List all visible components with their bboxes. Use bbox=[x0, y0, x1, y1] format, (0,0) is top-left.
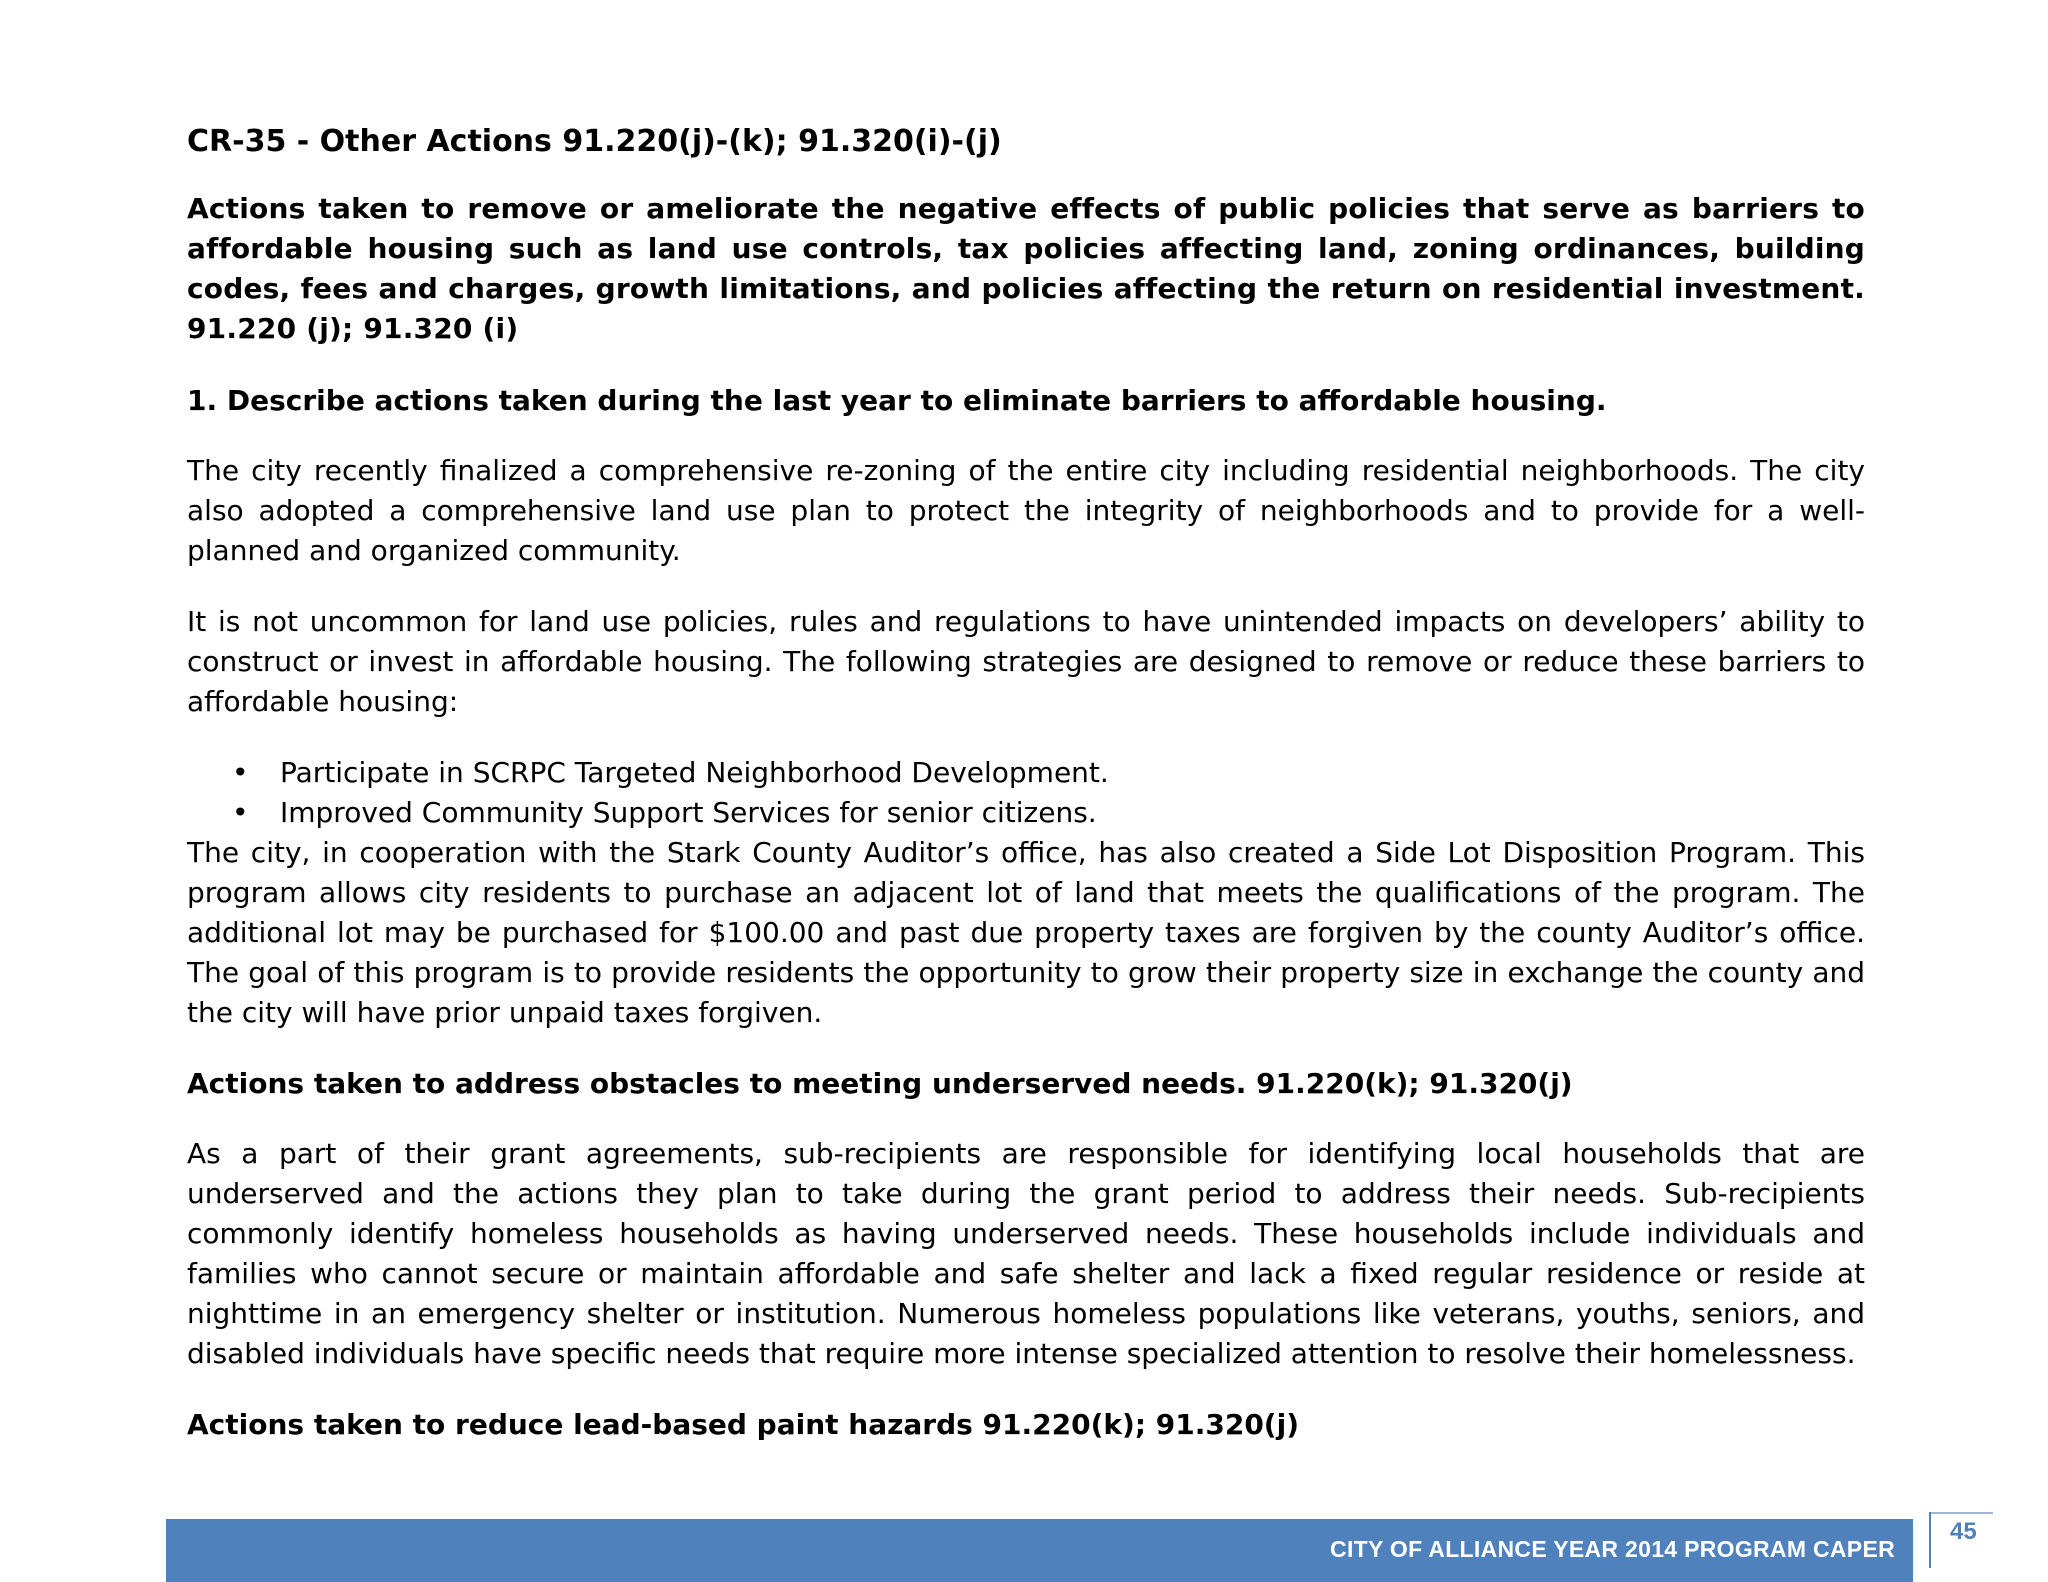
list-item-text: Improved Community Support Services for senior citizens. bbox=[280, 796, 1097, 829]
page-number-divider bbox=[1929, 1512, 1931, 1568]
section-title: CR-35 - Other Actions 91.220(j)-(k); 91.320(i)-(j) bbox=[187, 124, 1002, 159]
document-body bbox=[187, 120, 1865, 1475]
footer-bar bbox=[166, 1519, 1913, 1582]
barriers-paragraph-2: It is not uncommon for land use policies, rules and regulations to have unintended impacts on developers’ ability to construct or invest in affordable housing. The following strategies are designed to remove or reduce these barriers to affordable housing: bbox=[187, 605, 1865, 718]
page-number: 45 bbox=[1950, 1518, 1977, 1545]
lead-paint-heading: Actions taken to reduce lead-based paint hazards 91.220(k); 91.320(j) bbox=[187, 1408, 1300, 1441]
page-number-rule bbox=[1929, 1512, 1993, 1514]
list-item bbox=[232, 793, 1865, 833]
bullet-icon: • bbox=[232, 796, 249, 829]
barriers-question: 1. Describe actions taken during the last year to eliminate barriers to affordable housing. bbox=[187, 384, 1607, 417]
barriers-heading: Actions taken to remove or ameliorate the negative effects of public policies that serve as barriers to affordable housing such as land use controls, tax policies affecting land, zoning ordinances, building codes, fees and charges, growth limitations, and policies affecting the return on residential investment. 91.220 (j); 91.320 (i) bbox=[187, 192, 1865, 345]
underserved-heading: Actions taken to address obstacles to meeting underserved needs. 91.220(k); 91.320(j) bbox=[187, 1067, 1573, 1100]
list-item-text: Participate in SCRPC Targeted Neighborhood Development. bbox=[280, 756, 1109, 789]
barriers-paragraph-1: The city recently finalized a comprehensive re-zoning of the entire city including residential neighborhoods. The city also adopted a comprehensive land use plan to protect the integrity of neighborhoods and to provide for a well-planned and organized community. bbox=[187, 454, 1865, 567]
strategy-list bbox=[187, 753, 1865, 833]
footer-title: CITY OF ALLIANCE YEAR 2014 PROGRAM CAPER bbox=[1330, 1536, 1895, 1562]
list-item bbox=[232, 753, 1865, 793]
underserved-paragraph: As a part of their grant agreements, sub-recipients are responsible for identifying local households that are underserved and the actions they plan to take during the grant period to address their needs. Sub-recipients commonly identify homeless households as having underserved needs. These households include individuals and families who cannot secure or maintain affordable and safe shelter and lack a fixed regular residence or reside at nighttime in an emergency shelter or institution. Numerous homeless populations like veterans, youths, seniors, and disabled individuals have specific needs that require more intense specialized attention to resolve their homelessness. bbox=[187, 1137, 1865, 1370]
bullet-icon: • bbox=[232, 756, 249, 789]
barriers-paragraph-3: The city, in cooperation with the Stark County Auditor’s office, has also created a Side Lot Disposition Program. This program allows city residents to purchase an adjacent lot of land that meets the qualifications of the program. The additional lot may be purchased for $100.00 and past due property taxes are forgiven by the county Auditor’s office. The goal of this program is to provide residents the opportunity to grow their property size in exchange the county and the city will have prior unpaid taxes forgiven. bbox=[187, 836, 1865, 1029]
